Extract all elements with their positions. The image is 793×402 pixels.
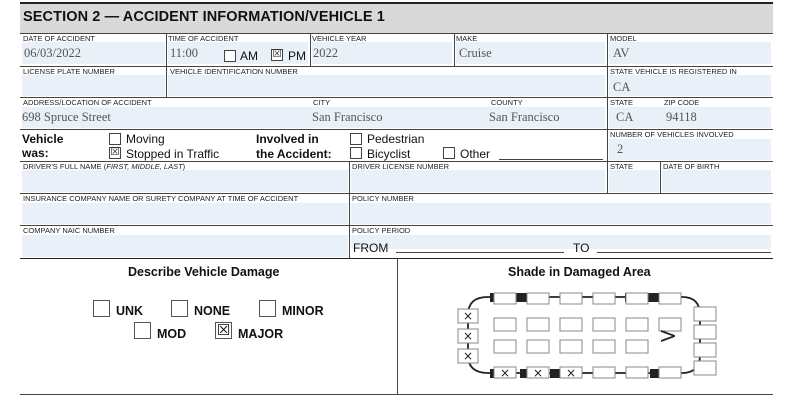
state-reg-label: STATE VEHICLE IS REGISTERED IN [610,67,737,76]
model-label: MODEL [610,34,637,43]
damage-mark: × [462,329,474,343]
damage-zone[interactable] [494,318,516,331]
damage-zone[interactable] [527,293,549,304]
year-label: VEHICLE YEAR [312,34,367,43]
divider [20,33,773,34]
damage-title: Describe Vehicle Damage [128,265,280,279]
pm-label: PM [288,49,306,63]
policy-number-label: POLICY NUMBER [352,194,414,203]
damage-zone[interactable] [626,367,648,378]
naic-label: COMPANY NAIC NUMBER [23,226,115,235]
field-fill [609,139,771,160]
driver-name-label: DRIVER'S FULL NAME (FIRST, MIDDLE, LAST) [23,162,186,171]
minor-label: MINOR [282,304,324,318]
damage-zone[interactable] [694,307,716,321]
field-fill [22,235,348,257]
involved-label-2: the Accident: [256,147,332,161]
damage-mark: × [462,309,474,323]
divider [660,161,661,193]
field-fill [22,75,165,96]
damage-zone[interactable] [593,318,615,331]
divider [310,33,311,66]
damage-zone[interactable] [494,293,516,304]
num-vehicles-field[interactable]: 2 [617,142,624,156]
damage-zone[interactable] [659,293,681,304]
vehicle-was-label-2: was: [22,146,49,160]
address-label: ADDRESS/LOCATION OF ACCIDENT [23,98,152,107]
divider [166,33,167,97]
pedestrian-label: Pedestrian [367,132,425,146]
year-field[interactable]: 2022 [313,46,338,60]
damage-mark: × [532,366,544,380]
field-fill [22,203,348,224]
field-fill [168,75,605,96]
damage-zone[interactable] [626,340,648,353]
county-field[interactable]: San Francisco [489,110,560,124]
from-field[interactable] [396,252,564,253]
damage-zone[interactable] [560,293,582,304]
from-label: FROM [353,241,389,255]
damage-zone[interactable] [694,343,716,357]
major-checkbox[interactable]: ☒ [216,321,231,339]
other-field[interactable] [499,159,603,160]
moving-label: Moving [126,132,165,146]
state-reg-field[interactable]: CA [613,80,631,94]
am-checkbox[interactable] [224,50,236,62]
diagram-title: Shade in Damaged Area [508,265,651,279]
bicyclist-label: Bicyclist [367,147,411,161]
stopped-label: Stopped in Traffic [126,147,220,161]
zip-label: ZIP CODE [664,98,700,107]
county-label: COUNTY [491,98,523,107]
plate-label: LICENSE PLATE NUMBER [23,67,115,76]
field-fill [609,75,771,96]
other-label: Other [460,147,491,161]
driver-license-label: DRIVER LICENSE NUMBER [352,162,450,171]
to-label: TO [573,241,590,255]
pm-checkbox[interactable]: ☒ [272,49,282,60]
model-field[interactable]: AV [613,46,630,60]
num-vehicles-label: NUMBER OF VEHICLES INVOLVED [610,130,734,139]
damage-mark: × [565,366,577,380]
section-title: SECTION 2 — ACCIDENT INFORMATION/VEHICLE 1 [23,9,385,25]
state-label: STATE [610,98,634,107]
damage-zone[interactable] [494,340,516,353]
bicyclist-checkbox[interactable] [350,147,362,159]
insurance-label: INSURANCE COMPANY NAME OR SURETY COMPANY AT TIME OF ACCIDENT [23,194,299,203]
dob-label: DATE OF BIRTH [663,162,720,171]
damage-zone[interactable] [694,325,716,339]
damage-zone[interactable] [626,293,648,304]
mod-checkbox[interactable] [134,322,151,339]
none-checkbox[interactable] [171,300,188,317]
major-label: MAJOR [238,327,284,341]
driver-state-label: STATE [610,162,634,171]
field-fill [351,170,605,192]
date-label: DATE OF ACCIDENT [23,34,95,43]
policy-period-label: POLICY PERIOD [352,226,411,235]
divider [454,33,455,66]
damage-zone[interactable] [626,318,648,331]
damage-zone[interactable] [560,340,582,353]
damage-zone[interactable] [593,293,615,304]
damage-zone[interactable] [593,367,615,378]
vehicle-was-label: Vehicle [22,132,64,146]
divider [349,161,350,258]
address-field[interactable]: 698 Spruce Street [22,110,111,124]
make-field[interactable]: Cruise [459,46,492,60]
city-field[interactable]: San Francisco [312,110,383,124]
field-fill [351,235,771,249]
time-label: TIME OF ACCIDENT [168,34,239,43]
unk-label: UNK [116,304,144,318]
field-fill [22,170,348,192]
field-fill [351,203,771,224]
field-fill [609,170,659,192]
moving-checkbox[interactable] [109,133,121,145]
minor-checkbox[interactable] [259,300,276,317]
damage-zone[interactable] [659,367,681,378]
divider [397,258,398,394]
damage-mark: × [462,349,474,363]
front-arrow: > [658,324,678,349]
zip-field[interactable]: 94118 [666,110,697,124]
damage-zone[interactable] [527,318,549,331]
vin-label: VEHICLE IDENTIFICATION NUMBER [170,67,298,76]
city-label: CITY [313,98,331,107]
mod-label: MOD [157,327,187,341]
vehicle-damage-diagram [450,285,725,385]
divider [20,394,773,395]
damage-zone[interactable] [593,340,615,353]
make-label: MAKE [456,34,478,43]
pedestrian-checkbox[interactable] [350,133,362,145]
divider [607,33,608,193]
other-checkbox[interactable] [443,147,455,159]
time-field[interactable]: 11:00 [170,46,199,60]
damage-mark: × [499,366,511,380]
none-label: NONE [194,304,231,318]
state-field[interactable]: CA [616,110,634,124]
damage-zone[interactable] [694,361,716,375]
damage-zone[interactable] [560,318,582,331]
am-label: AM [240,49,258,63]
unk-checkbox[interactable] [93,300,110,317]
to-field[interactable] [597,252,771,253]
involved-label: Involved in [256,132,319,146]
date-field[interactable]: 06/03/2022 [24,46,81,60]
field-fill [662,170,771,192]
damage-zone[interactable] [527,340,549,353]
field-fill [609,42,771,64]
stopped-checkbox[interactable]: ☒ [110,147,120,158]
